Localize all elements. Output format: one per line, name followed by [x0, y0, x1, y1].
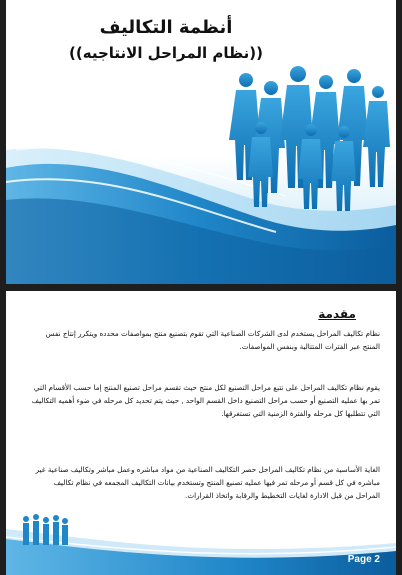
footer-swoosh-illustration: [6, 509, 396, 575]
paragraph-1: نظام تكاليف المراحل يستخدم لدى الشركات الصناعية التي تقوم بتصنيع منتج بمواصفات محدده ويتكرر إنتاج نفس المنتج عبر الفترات المتتالية وبنفس المواصفات.: [45, 329, 380, 351]
section-heading: مقدمة: [318, 307, 356, 321]
slide-1: [6, 0, 396, 284]
slide-2: [6, 291, 396, 575]
title-line-1: أنظمة التكاليف: [99, 17, 233, 38]
title-line-2: ((نظام المراحل الانتاجيه)): [69, 44, 263, 62]
page-number: Page 2: [347, 554, 380, 565]
paragraph-3: الغاية الأساسية من نظام تكاليف المراحل حصر التكاليف الصناعية من مواد مباشره وعمل مباشر وتكاليف صناعية غير مباشره في كل قسم أو مرحله تمر فيها عمليه تصنيع المنتج وتستخدم بيانات التكاليف المجمعه في نظام تكاليف المراحل من قبل الادارة لغايات التخطيط والرقابة واتخاذ القرارات.: [35, 465, 380, 500]
paragraph-2: يقوم نظام تكاليف المراحل على تتبع مراحل التصنيع لكل منتج حيث تقسم مراحل تصنيع المنتج إما حسب الأقسام التي تمر بها عمليه التصنيع أو حسب مراحل التصنيع داخل القسم الواحد , حيث يتم تحديد كل مرحله في ضوء أهميه التكاليف التي تتطلبها كل مرحله والفترة الزمنية التي تستغرقها.: [31, 383, 380, 418]
slide-title: [51, 16, 281, 64]
